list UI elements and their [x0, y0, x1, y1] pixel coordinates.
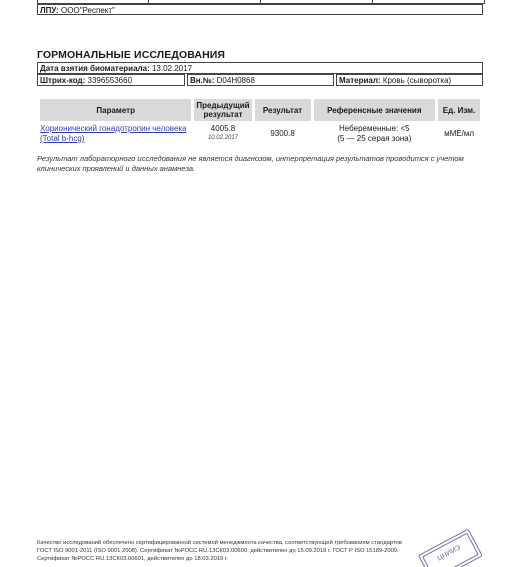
col-reference: Референсные значения	[314, 99, 436, 121]
material-field	[336, 74, 483, 86]
material-label: Материал:	[339, 76, 381, 85]
reference-line-1: Небеременные: <5	[339, 124, 410, 133]
footer-line-2: ГОСТ ISO 9001-2011 (ISO 9001:2008). Сертификат №РОСС RU.13СК03.00600, действителен до 15.09.2018 г. ГОСТ Р ISO 15189-2009.	[37, 548, 399, 554]
quality-footer	[37, 539, 437, 563]
reference-line-2: (5 — 25 серая зона)	[337, 134, 412, 143]
barcode-label: Штрих-код:	[40, 76, 86, 85]
parameter-link[interactable]	[40, 121, 191, 145]
internal-no-label: Вн.№:	[190, 76, 215, 85]
table-row	[40, 121, 480, 145]
certification-stamp-icon	[405, 527, 495, 567]
col-unit: Ед. Изм.	[438, 99, 480, 121]
stamp-text: ЦНИИЭ	[436, 544, 463, 563]
parameter-code: (Total b-hcg)	[40, 134, 85, 143]
barcode-field	[37, 74, 185, 86]
sample-date-field	[37, 62, 483, 74]
previous-result	[194, 121, 251, 145]
disclaimer-note	[37, 154, 477, 174]
result-value: 9300.8	[270, 129, 295, 138]
sample-date-value: 13.02.2017	[151, 64, 193, 73]
disclaimer-line-1: Результат лабораторного исследования не является диагнозом, интерпретация результатов проводится с учетом	[37, 154, 464, 163]
reference-values	[314, 121, 436, 145]
disclaimer-line-2: клинических проявлений и данных анамнеза.	[37, 164, 196, 173]
internal-no-value: D04H0868	[216, 76, 255, 85]
col-previous: Предыдущий результат	[196, 101, 250, 119]
previous-value: 4005.8	[210, 124, 236, 133]
col-parameter: Параметр	[40, 99, 191, 121]
unit-value: мМЕ/мл	[444, 129, 474, 138]
previous-date: 10.02.2017	[207, 135, 238, 141]
results-table	[37, 99, 483, 145]
footer-line-3: Сертификат №РОСС RU.13СК03.00601, действителен до 18.03.2019 г.	[37, 556, 228, 562]
results-table-header	[40, 99, 480, 121]
lpu-field	[37, 4, 483, 15]
parameter-name: Хорионический гонадотропин человека	[40, 124, 187, 133]
footer-line-1: Качество исследований обеспечено сертифицированной системой менеджмента качества, соответствующей требованиям стандартов	[37, 540, 402, 546]
col-result: Результат	[255, 99, 311, 121]
lpu-value: ООО"Респект"	[61, 6, 115, 15]
material-value: Кровь (сыворотка)	[382, 76, 452, 85]
internal-no-field	[187, 74, 334, 86]
barcode-value: 3396553660	[87, 76, 133, 85]
lpu-label: ЛПУ:	[40, 6, 59, 15]
sample-date-label: Дата взятия биоматериала:	[40, 64, 150, 73]
section-title: ГОРМОНАЛЬНЫЕ ИССЛЕДОВАНИЯ	[37, 49, 226, 61]
